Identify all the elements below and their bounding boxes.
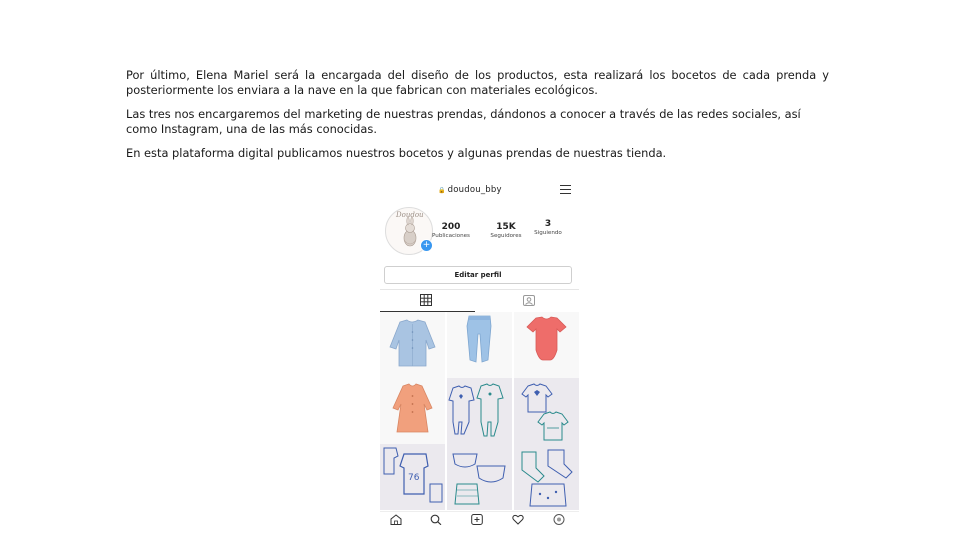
shirt-sketch-image — [514, 378, 579, 444]
blue-jacket-image — [380, 312, 445, 378]
socks-sketch-image — [514, 444, 579, 510]
posts-count: 200 — [441, 222, 461, 232]
body-text — [126, 68, 829, 171]
edit-profile-button[interactable]: Editar perfil — [384, 266, 572, 284]
post-coat[interactable] — [380, 378, 445, 444]
avatar-logo-text: Doudou — [396, 211, 424, 219]
heart-icon[interactable] — [512, 514, 524, 525]
post-sketch-sleepsuits[interactable] — [447, 378, 512, 444]
instagram-screenshot — [380, 181, 579, 526]
post-sketch-shirts[interactable] — [514, 378, 579, 444]
home-icon[interactable] — [390, 514, 402, 525]
coral-onesie-image — [514, 312, 579, 378]
svg-text:76: 76 — [408, 473, 420, 483]
body-sketch-image — [380, 444, 445, 510]
following-count: 3 — [544, 219, 552, 229]
paragraph-2: Las tres nos encargaremos del marketing de nuestras prendas, dándonos a conocer a través de las redes sociales, así como Instagram, una de las más conocidas. — [126, 107, 801, 136]
bottom-navigation — [380, 511, 579, 526]
tab-tagged[interactable] — [479, 290, 579, 311]
underwear-sketch-image — [447, 444, 512, 510]
grid-icon — [420, 294, 432, 306]
profile-header — [380, 181, 579, 201]
followers-label: Seguidores — [490, 233, 522, 239]
posts-label: Publicaciones — [432, 233, 470, 239]
post-grid — [380, 312, 579, 512]
username — [438, 185, 502, 195]
tab-grid[interactable] — [380, 290, 475, 312]
post-sketch-underwear[interactable] — [447, 444, 512, 510]
tagged-icon — [523, 294, 535, 306]
add-story-icon[interactable]: + — [420, 239, 433, 252]
add-post-icon[interactable] — [471, 514, 483, 525]
peach-coat-image — [380, 378, 445, 444]
paragraph-1: Por último, Elena Mariel será la encargada del diseño de los productos, esta realizará los bocetos de cada prenda y posteriormente los enviara a la nave en la que fabrican con materiales ecológicos. — [126, 68, 829, 97]
paragraph-3: En esta plataforma digital publicamos nuestros bocetos y algunas prendas de nuestras tienda. — [126, 146, 667, 160]
menu-icon[interactable] — [560, 185, 571, 194]
profile-tabs — [380, 289, 579, 312]
lock-icon: 🔒 — [438, 187, 446, 194]
post-pants[interactable] — [447, 312, 512, 378]
search-icon[interactable] — [430, 514, 442, 525]
blue-pants-image — [447, 312, 512, 378]
sleepsuit-sketch-image — [447, 378, 512, 444]
stat-following[interactable] — [528, 219, 568, 236]
username-text: doudou_bby — [447, 185, 502, 195]
post-onesie[interactable] — [514, 312, 579, 378]
following-label: Siguiendo — [534, 230, 562, 236]
stat-posts[interactable] — [426, 222, 476, 239]
followers-count: 15K — [496, 222, 516, 232]
post-sketch-bodies[interactable] — [380, 444, 445, 510]
post-sketch-socks[interactable] — [514, 444, 579, 510]
stat-followers[interactable] — [483, 222, 529, 239]
profile-icon[interactable] — [553, 514, 565, 525]
post-jacket[interactable] — [380, 312, 445, 378]
